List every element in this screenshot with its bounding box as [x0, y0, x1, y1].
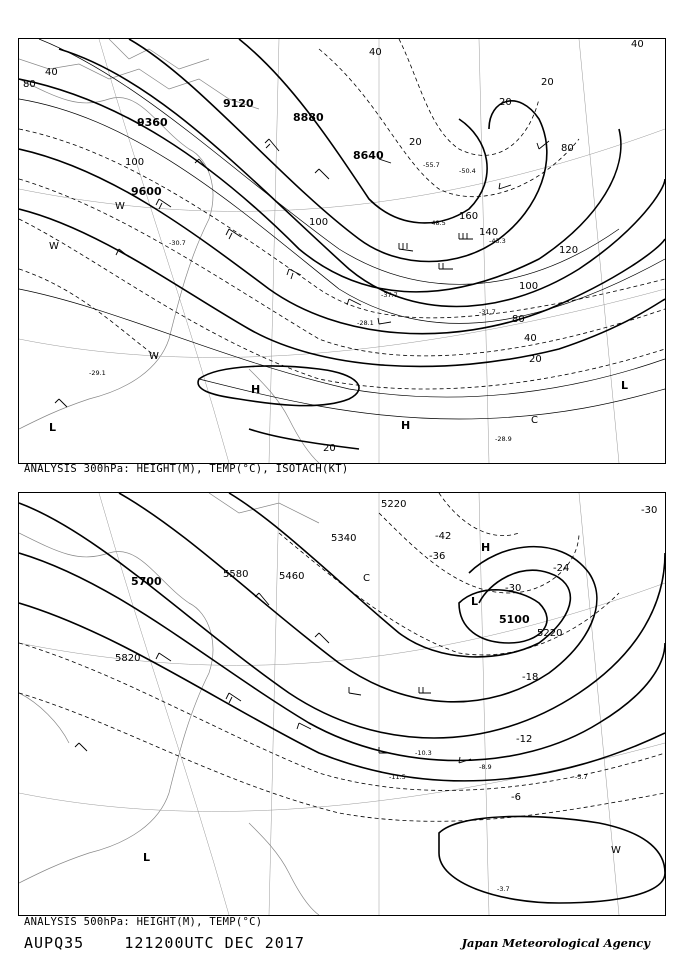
height-label-9600: 9600: [131, 185, 162, 198]
isotach-label: 80: [23, 79, 36, 90]
warm-center: W: [149, 351, 159, 362]
temp-label: -28.9: [495, 435, 512, 443]
temp-label: -3.7: [497, 885, 510, 893]
panel-500hpa-caption: ANALYSIS 500hPa: HEIGHT(M), TEMP(°C): [24, 916, 263, 928]
height-label-9120: 9120: [223, 97, 254, 110]
height-label-5460: 5460: [279, 571, 305, 582]
height-label-5220: 5220: [381, 499, 407, 510]
isotherms: [19, 39, 665, 389]
height-label-5340: 5340: [331, 533, 357, 544]
isotherm-label: -12: [516, 734, 533, 745]
temp-label: -29.1: [89, 369, 106, 377]
low-pressure-center: L: [621, 379, 629, 392]
isotach-label: 20: [499, 97, 512, 108]
warm-center: W: [49, 241, 59, 252]
temp-label: -30.7: [169, 239, 186, 247]
chart-datetime: 121200UTC DEC 2017: [124, 934, 305, 952]
isotach-label: 120: [559, 245, 579, 256]
high-pressure-center: H: [251, 383, 261, 396]
chart-identifier: [24, 934, 305, 952]
temp-label: -11.5: [389, 773, 406, 781]
cold-center: C: [363, 573, 370, 584]
isotherm-label: -36: [429, 551, 446, 562]
high-pressure-center: H: [481, 541, 491, 554]
low-pressure-center: L: [49, 421, 57, 434]
temperature-labels: [89, 161, 512, 443]
high-pressure-center: H: [401, 419, 411, 432]
low-pressure-center: L: [143, 851, 151, 864]
isotach-label: 160: [459, 211, 479, 222]
height-label-5820: 5820: [115, 653, 141, 664]
isotach-label: 40: [524, 333, 537, 344]
isotach-label: 20: [323, 443, 336, 454]
temp-label: -50.4: [459, 167, 476, 175]
isotach-label: 20: [409, 137, 422, 148]
map-panel-500hpa: [18, 492, 666, 916]
isotherm-label: -42: [435, 531, 452, 542]
isotach-label: 20: [541, 77, 554, 88]
temp-label: -28.1: [357, 319, 374, 327]
warm-anticyclone-contour: [439, 816, 665, 903]
isotach-label: 100: [309, 217, 329, 228]
height-label-5220: 5220: [537, 628, 563, 639]
map-500hpa-canvas: [19, 493, 665, 915]
isotherm-label: -18: [522, 672, 539, 683]
map-300hpa-canvas: [19, 39, 665, 463]
temp-label: -10.3: [415, 749, 432, 757]
temp-label: -37.7: [381, 291, 398, 299]
pressure-centers: [49, 201, 628, 434]
isotach-labels: [23, 39, 644, 454]
isotach-label: 40: [631, 39, 644, 50]
isotach-label: 20: [529, 354, 542, 365]
warm-center: W: [115, 201, 125, 212]
isotach-label: 140: [479, 227, 499, 238]
panel-300hpa-caption: ANALYSIS 300hPa: HEIGHT(M), TEMP(°C), ISOTACH(KT): [24, 463, 349, 475]
isotach-label: 40: [45, 67, 58, 78]
temp-label: -43.3: [489, 237, 506, 245]
isotach-label: 100: [519, 281, 539, 292]
height-label-5580: 5580: [223, 569, 249, 580]
height-label-5700: 5700: [131, 575, 162, 588]
isotherm-labels: [389, 505, 657, 893]
isotherm-label: -6: [511, 792, 521, 803]
isotherm-label: -30: [505, 583, 522, 594]
temp-label: -48.5: [429, 219, 446, 227]
jet-contour-20: [249, 429, 359, 449]
isotach-label: 80: [512, 314, 525, 325]
isotach-label: 100: [125, 157, 145, 168]
pressure-centers: [143, 541, 621, 864]
height-label-8640: 8640: [353, 149, 384, 162]
temp-label: -31.7: [479, 308, 496, 316]
height-label-9360: 9360: [137, 116, 168, 129]
height-label-5100: 5100: [499, 613, 530, 626]
temp-label: -55.7: [423, 161, 440, 169]
cold-center: C: [531, 415, 538, 426]
agency-name: Japan Meteorological Agency: [461, 936, 650, 950]
map-panel-300hpa: [18, 38, 666, 464]
temp-label: -5.7: [575, 773, 588, 781]
chart-code: AUPQ35: [24, 934, 85, 952]
temp-label: -8.9: [479, 763, 492, 771]
graticule: [19, 493, 665, 915]
low-pressure-center: L: [471, 595, 479, 608]
isotach-label: 80: [561, 143, 574, 154]
height-label-8880: 8880: [293, 111, 324, 124]
isotach-label: 40: [369, 47, 382, 58]
warm-center: W: [611, 845, 621, 856]
isotherm-label: -24: [553, 563, 570, 574]
isotherm-label: -30: [641, 505, 658, 516]
